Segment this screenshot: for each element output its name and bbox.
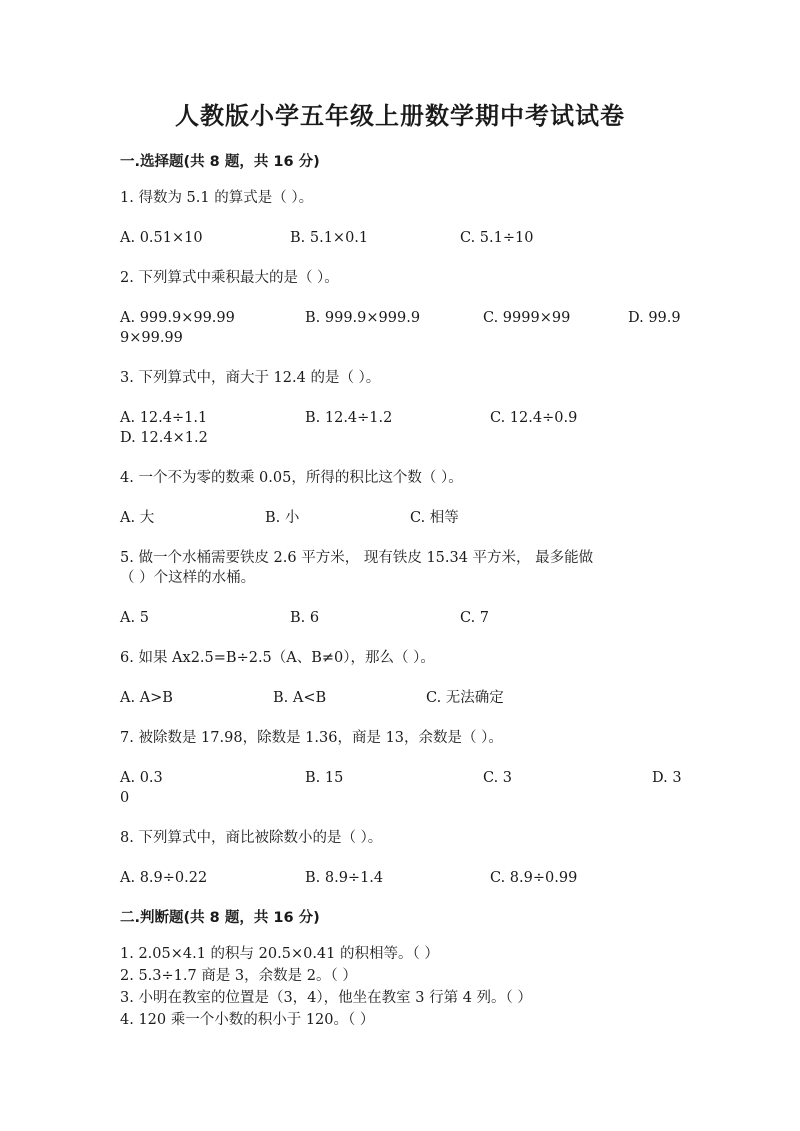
option-c: C. 3: [483, 770, 513, 786]
option-a: A. 大: [120, 510, 155, 526]
option-c: C. 5.1÷10: [460, 230, 534, 246]
question-stem: 6. 如果 Ax2.5=B÷2.5（A、B≠0），那么（ ）。: [120, 650, 435, 666]
option-c: C. 相等: [410, 510, 459, 526]
option-c: C. 无法确定: [426, 690, 504, 706]
option-b: B. 小: [265, 510, 300, 526]
option-c: C. 9999×99: [483, 310, 571, 326]
option-a: A. 5: [120, 610, 149, 626]
option-b: B. 5.1×0.1: [290, 230, 369, 246]
option-b: B. 6: [290, 610, 320, 626]
judge-item: 3. 小明在教室的位置是（3，4），他坐在教室 3 行第 4 列。（ ）: [120, 990, 532, 1006]
option-d: D. 3: [652, 770, 682, 786]
option-c: C. 12.4÷0.9: [490, 410, 578, 426]
question-stem: 2. 下列算式中乘积最大的是（ ）。: [120, 270, 339, 286]
option-c: C. 7: [460, 610, 490, 626]
option-a: A. 999.9×99.99: [120, 310, 235, 326]
judge-item: 2. 5.3÷1.7 商是 3，余数是 2。（ ）: [120, 968, 357, 984]
option-b: B. 15: [305, 770, 344, 786]
option-d-continuation: 0: [120, 790, 130, 806]
option-b: B. 12.4÷1.2: [305, 410, 393, 426]
section-heading-judge: 二.判断题(共 8 题，共 16 分): [120, 910, 320, 926]
option-a: A. 0.3: [120, 770, 163, 786]
option-b: B. 999.9×999.9: [305, 310, 421, 326]
judge-item: 1. 2.05×4.1 的积与 20.5×0.41 的积相等。（ ）: [120, 946, 439, 962]
judge-item: 4. 120 乘一个小数的积小于 120。（ ）: [120, 1012, 375, 1028]
question-stem: 1. 得数为 5.1 的算式是（ ）。: [120, 190, 314, 206]
question-stem: 3. 下列算式中，商大于 12.4 的是（ ）。: [120, 370, 381, 386]
option-d-continuation: 9×99.99: [120, 330, 183, 346]
option-a: A. A>B: [120, 690, 173, 706]
question-stem-continuation: （ ）个这样的水桶。: [120, 570, 256, 586]
section-heading-choice: 一.选择题(共 8 题，共 16 分): [120, 154, 320, 170]
option-d: D. 99.9: [628, 310, 681, 326]
question-stem: 4. 一个不为零的数乘 0.05，所得的积比这个数（ ）。: [120, 470, 463, 486]
question-stem: 7. 被除数是 17.98，除数是 1.36，商是 13，余数是（ ）。: [120, 730, 503, 746]
question-stem: 5. 做一个水桶需要铁皮 2.6 平方米， 现有铁皮 15.34 平方米， 最多能做: [120, 550, 594, 566]
option-a: A. 8.9÷0.22: [120, 870, 208, 886]
option-b: B. A<B: [273, 690, 327, 706]
option-b: B. 8.9÷1.4: [305, 870, 384, 886]
page-title: 人教版小学五年级上册数学期中考试试卷: [175, 102, 625, 130]
option-c: C. 8.9÷0.99: [490, 870, 578, 886]
question-stem: 8. 下列算式中，商比被除数小的是（ ）。: [120, 830, 383, 846]
option-a: A. 12.4÷1.1: [120, 410, 208, 426]
option-a: A. 0.51×10: [120, 230, 203, 246]
option-d: D. 12.4×1.2: [120, 430, 208, 446]
